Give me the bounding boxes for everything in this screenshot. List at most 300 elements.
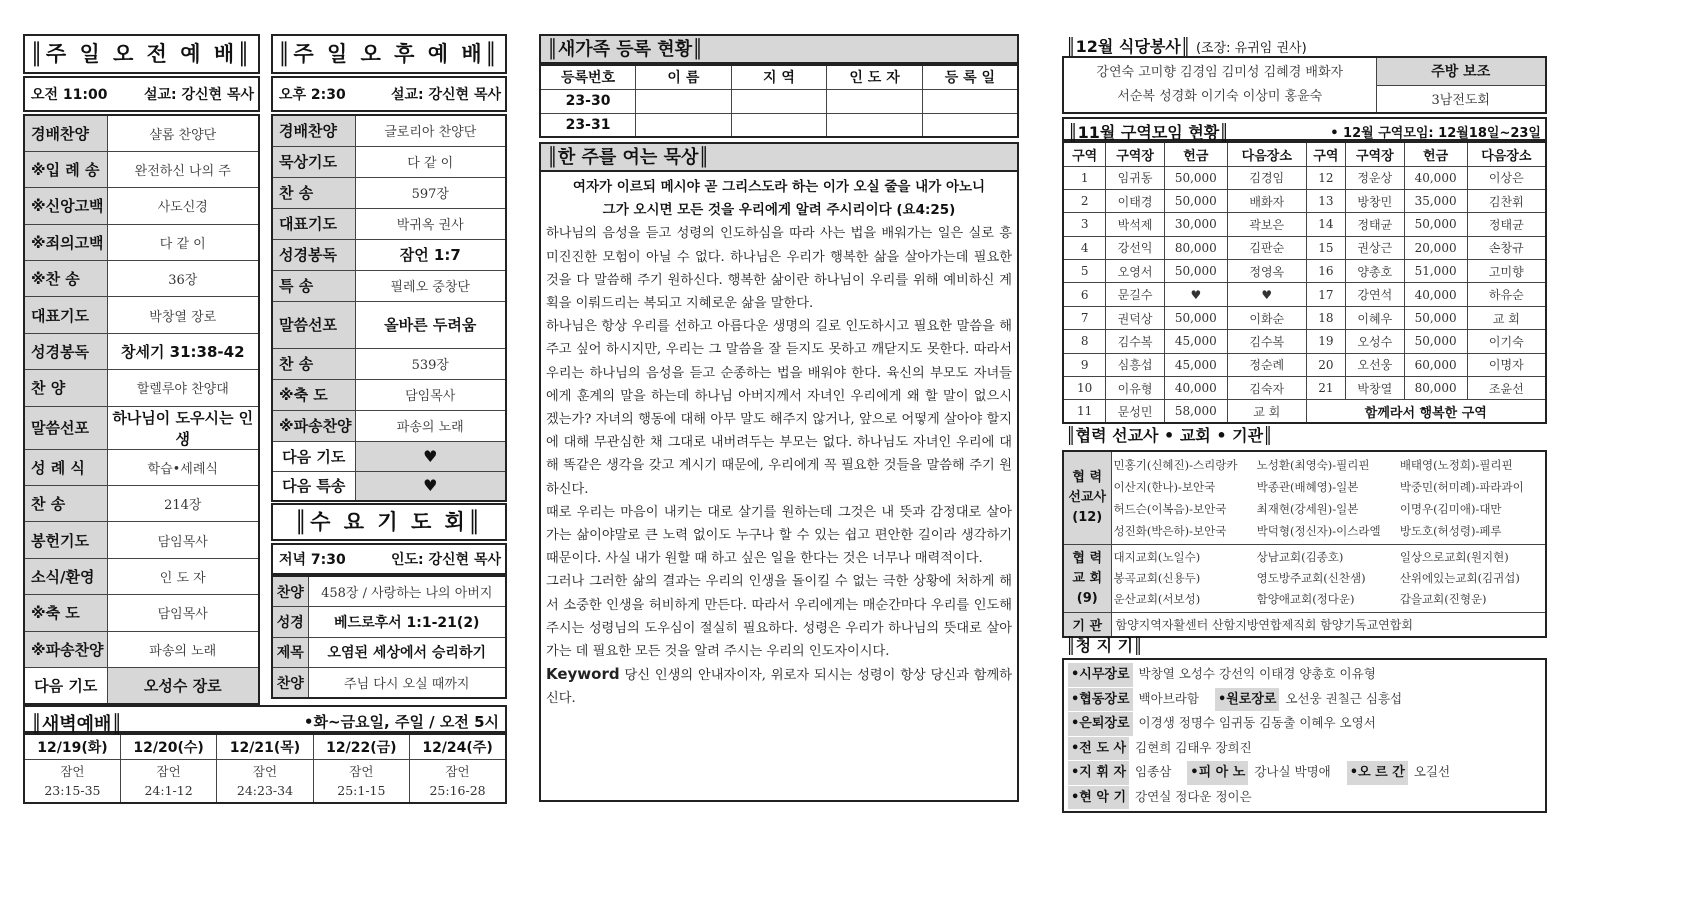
district-cell: 정태균 xyxy=(1346,213,1405,236)
steward-title: ║청 지 기║ xyxy=(1066,636,1143,655)
order-label: 다음 기도 xyxy=(272,441,355,471)
district-cell: 8 xyxy=(1063,330,1106,353)
dawn-scripture xyxy=(313,759,409,803)
district-cell: 고미향 xyxy=(1467,260,1546,283)
district-cell: 50,000 xyxy=(1404,213,1467,236)
order-value: 필레오 중창단 xyxy=(355,270,506,301)
order-value: 오성수 장로 xyxy=(107,667,259,703)
order-label: ※축 도 xyxy=(272,379,355,410)
steward-names: 백아브라함 xyxy=(1138,690,1199,706)
afternoon-order-row xyxy=(272,115,506,146)
church-entry: 상남교회(김종호) xyxy=(1256,550,1344,564)
morning-preacher: 설교: 강신현 목사 xyxy=(123,77,259,111)
steward-row xyxy=(1068,687,1541,712)
district-row xyxy=(1063,236,1546,259)
dawn-scripture-row xyxy=(24,759,506,803)
afternoon-order-row xyxy=(272,410,506,441)
district-cell: 권상근 xyxy=(1346,236,1405,259)
district-cell: 곽보은 xyxy=(1227,213,1306,236)
order-label: ※죄의고백 xyxy=(24,224,107,260)
morning-order-row xyxy=(24,333,259,369)
order-label: ※찬 송 xyxy=(24,261,107,297)
district-cell: 정태균 xyxy=(1467,213,1546,236)
newfamily-row xyxy=(540,113,1018,137)
afternoon-order-row xyxy=(272,270,506,301)
order-value: 글로리아 찬양단 xyxy=(355,115,506,146)
wed-label: 찬양 xyxy=(272,576,308,607)
district-cell: 오영서 xyxy=(1106,260,1165,283)
steward-row xyxy=(1068,760,1541,785)
missionary-row xyxy=(1114,520,1544,542)
order-value: 214장 xyxy=(107,486,259,522)
district-cell: 5 xyxy=(1063,260,1106,283)
steward-names: 김현희 김태우 장희진 xyxy=(1135,739,1252,755)
district-cell: 1 xyxy=(1063,166,1106,189)
district-row xyxy=(1063,260,1546,283)
cafeteria-line-2: 서순복 성경화 이기숙 이상미 홍윤숙 xyxy=(1117,89,1323,104)
wed-value: 주님 다시 오실 때까지 xyxy=(308,668,506,699)
steward-label: •전 도 사 xyxy=(1068,737,1129,761)
afternoon-order-row xyxy=(272,379,506,410)
church-label: 협 력 교 회 (9) xyxy=(1063,545,1111,613)
district-cell: 58,000 xyxy=(1164,400,1227,423)
order-value: 학습•세례식 xyxy=(107,449,259,485)
order-label: 찬 양 xyxy=(24,370,107,406)
district-cell: 40,000 xyxy=(1404,283,1467,306)
order-label: 대표기도 xyxy=(24,297,107,333)
district-cell: 이태경 xyxy=(1106,189,1165,212)
district-cell: 양총호 xyxy=(1346,260,1405,283)
district-header: 다음장소 xyxy=(1227,142,1306,166)
newfamily-header: 지 역 xyxy=(731,65,827,89)
order-label: 특 송 xyxy=(272,270,355,301)
order-label: ※축 도 xyxy=(24,595,107,631)
missionary-entry: 박종관(배혜영)-일본 xyxy=(1256,480,1359,494)
district-cell: 권덕상 xyxy=(1106,306,1165,329)
order-value: 36장 xyxy=(107,261,259,297)
afternoon-preacher: 설교: 강신현 목사 xyxy=(363,77,506,111)
district-cell: 심흥섭 xyxy=(1106,353,1165,376)
assist-value: 3남전도회 xyxy=(1376,85,1546,113)
order-value: 파송의 노래 xyxy=(355,410,506,441)
afternoon-title: ║주 일 오 후 예 배║ xyxy=(271,34,507,74)
order-value: 다 같 이 xyxy=(355,146,506,177)
order-value: 할렐루야 찬양대 xyxy=(107,370,259,406)
district-header: 구역 xyxy=(1063,142,1106,166)
morning-title: ║주 일 오 전 예 배║ xyxy=(23,34,260,74)
district-cell: 50,000 xyxy=(1164,260,1227,283)
church-entry: 봉곡교회(신용두) xyxy=(1113,571,1201,585)
church-row xyxy=(1114,547,1544,568)
steward-label: •시무장로 xyxy=(1068,663,1133,687)
district-cell: 3 xyxy=(1063,213,1106,236)
morning-order-row xyxy=(24,449,259,485)
church-entry: 갑을교회(진형운) xyxy=(1399,592,1487,606)
district-section xyxy=(1062,117,1547,424)
steward-label: •피 아 노 xyxy=(1187,761,1248,785)
missionary-entry: 노성환(최영숙)-필리핀 xyxy=(1256,458,1370,472)
steward-label: •지 휘 자 xyxy=(1068,761,1129,785)
afternoon-order-row xyxy=(272,177,506,208)
afternoon-time: 오후 2:30 xyxy=(272,77,363,111)
order-value: 담임목사 xyxy=(107,522,259,558)
district-cell: 14 xyxy=(1306,213,1345,236)
newfamily-section xyxy=(539,34,1019,138)
district-cell: ♥ xyxy=(1227,283,1306,306)
order-value: 597장 xyxy=(355,177,506,208)
order-label: 성 례 식 xyxy=(24,449,107,485)
newfamily-header: 등 록 일 xyxy=(922,65,1018,89)
district-cell: 50,000 xyxy=(1164,306,1227,329)
district-cell: 교 회 xyxy=(1467,306,1546,329)
district-cell: 이상은 xyxy=(1467,166,1546,189)
order-label: ※파송찬양 xyxy=(24,631,107,667)
steward-label: •현 악 기 xyxy=(1068,786,1129,810)
dawn-date: 12/24(주) xyxy=(410,734,506,759)
dawn-scripture xyxy=(24,759,120,803)
district-cell: 7 xyxy=(1063,306,1106,329)
missionary-row xyxy=(1114,498,1544,520)
church-row xyxy=(1114,568,1544,589)
dawn-scripture xyxy=(217,759,313,803)
wednesday-row xyxy=(272,637,506,668)
order-label: ※파송찬양 xyxy=(272,410,355,441)
district-cell: 임귀동 xyxy=(1106,166,1165,189)
wednesday-service xyxy=(271,503,507,699)
dawn-date: 12/19(화) xyxy=(24,734,120,759)
dawn-ref: 24:1-12 xyxy=(144,782,193,798)
order-label: 봉헌기도 xyxy=(24,522,107,558)
dawn-ref: 25:1-15 xyxy=(337,782,386,798)
newfamily-cell xyxy=(636,113,732,137)
verse-line-1: 여자가 이르되 메시야 곧 그리스도라 하는 이가 오실 줄을 내가 아노니 xyxy=(572,179,986,195)
wednesday-row xyxy=(272,576,506,607)
district-row xyxy=(1063,189,1546,212)
order-value: 사도신경 xyxy=(107,188,259,224)
mission-section xyxy=(1062,424,1547,638)
church-grid xyxy=(1114,547,1544,610)
order-value: 잠언 1:7 xyxy=(355,239,506,270)
morning-order-row xyxy=(24,406,259,449)
district-row xyxy=(1063,400,1546,423)
steward-names: 이경생 정명수 임귀동 김동출 이혜우 오영서 xyxy=(1138,715,1376,730)
missionary-entry: 이명우(김미애)-대만 xyxy=(1399,502,1502,516)
district-cell: 45,000 xyxy=(1164,330,1227,353)
org-list: 함양지역자활센터 산함지방연합제직회 함양기독교연합회 xyxy=(1111,613,1546,637)
meditation-title: ║한 주를 여는 묵상║ xyxy=(539,142,1019,172)
newfamily-row xyxy=(540,89,1018,113)
meditation-paragraph-1: 하나님의 음성을 듣고 성령의 인도하심을 따라 사는 법을 배워가는 일은 실로 흥미진진한 모험이 아닐 수 없다. 하나님은 우리가 행복한 삶을 살아가는데 필요한 것을 다 말씀해 주기 원하신다. 행복한 삶이란 하나님이 우리를 위해 예비하신 계획을 이뤄드리는 복되고 지혜로운 삶을 말한다. xyxy=(546,226,1012,312)
morning-order-row xyxy=(24,486,259,522)
church-entry: 함양애교회(정다운) xyxy=(1256,592,1355,606)
district-cell: 10 xyxy=(1063,377,1106,400)
newfamily-header: 인 도 자 xyxy=(827,65,923,89)
order-value: 539장 xyxy=(355,348,506,379)
church-entry: 운산교회(서보성) xyxy=(1113,592,1201,606)
meditation-paragraph-2: 하나님은 항상 우리를 선하고 아름다운 생명의 길로 인도하시고 필요한 말씀을 해주고 싶어 하시지만, 우리는 그 말씀을 잘 듣지도 못하고 깨닫지도 못한다. 따라서 우리는 하나님의 음성을 듣고 순종하는 법을 배워야 한다. 육신의 부모도 자녀들에게 훈계의 말을 하는데 하나님 아버지께서 자녀인 우리에게 왜 할 말이 없으시겠는가? 자녀의 행동에 대해 아무 말도 해주지 않거나, 앞으로 어떻게 살아야 할지에 대해 무관심한 채 그대로 내버려두는 부모는 없다. 하나님도 자녀인 우리에 대해 똑같은 생각을 갖고 계시기 때문에, 우리에게 꼭 필요한 것들을 말씀해 주기 원하신다. xyxy=(546,319,1012,497)
district-cell: 16 xyxy=(1306,260,1345,283)
district-cell: 40,000 xyxy=(1164,377,1227,400)
morning-order-row xyxy=(24,188,259,224)
missionary-label: 협 력 선교사 (12) xyxy=(1063,451,1111,545)
dawn-service xyxy=(23,705,507,804)
district-header: 구역장 xyxy=(1106,142,1165,166)
morning-time: 오전 11:00 xyxy=(24,77,123,111)
district-cell: 방창민 xyxy=(1346,189,1405,212)
missionary-entry: 최재현(강세원)-일본 xyxy=(1256,502,1359,516)
dawn-title: ║새벽예배║ xyxy=(31,714,123,735)
newfamily-cell: 23-30 xyxy=(540,89,636,113)
meditation-paragraph-3: 때로 우리는 마음이 내키는 대로 살기를 원하는데 그것은 내 뜻과 감정대로 살아가는 삶이야말로 큰 노력 없이도 누구나 할 수 있는 쉽고 편안한 길이라 생각하기 때문이다. 사실 내가 원할 때 하고 싶은 일을 한다는 것은 너무나 매력적이다. xyxy=(546,504,1012,567)
district-cell: 정순례 xyxy=(1227,353,1306,376)
district-header: 헌금 xyxy=(1164,142,1227,166)
dawn-date: 12/22(금) xyxy=(313,734,409,759)
missionary-entry: 허드슨(이복음)-보안국 xyxy=(1113,502,1227,516)
wednesday-leader: 인도: 강신현 목사 xyxy=(363,544,506,574)
wednesday-title: ║수 요 기 도 회║ xyxy=(271,503,507,541)
wednesday-row xyxy=(272,668,506,699)
district-cell: 문성민 xyxy=(1106,400,1165,423)
district-cell: 80,000 xyxy=(1404,377,1467,400)
missionary-entry: 박중민(허미례)-파라과이 xyxy=(1399,480,1524,494)
cafeteria-line-1: 강연숙 고미향 김경임 김미성 김혜경 배화자 xyxy=(1096,65,1344,80)
order-value: 담임목사 xyxy=(355,379,506,410)
dawn-book: 잠언 xyxy=(445,763,470,779)
wed-value: 베드로후서 1:1-21(2) xyxy=(308,607,506,638)
steward-names: 강연실 정다운 정이은 xyxy=(1135,788,1252,804)
verse-line-2: 그가 오시면 모든 것을 우리에게 알려 주시리이다 (요4:25) xyxy=(602,202,956,219)
meditation-section xyxy=(539,142,1019,802)
district-table xyxy=(1062,141,1547,424)
morning-order-row xyxy=(24,115,259,151)
steward-names: 박창열 오성수 강선익 이태경 양총호 이유형 xyxy=(1138,666,1376,681)
order-value: 완전하신 나의 주 xyxy=(107,151,259,187)
dawn-date: 12/20(수) xyxy=(120,734,216,759)
district-cell: 21 xyxy=(1306,377,1345,400)
morning-order-row xyxy=(24,297,259,333)
wed-value: 오염된 세상에서 승리하기 xyxy=(308,637,506,668)
district-cell: 이화순 xyxy=(1227,306,1306,329)
steward-list xyxy=(1062,658,1547,813)
wed-label: 제목 xyxy=(272,637,308,668)
district-cell: 20,000 xyxy=(1404,236,1467,259)
afternoon-order-row xyxy=(272,239,506,270)
dawn-schedule: •화~금요일, 주일 / 오전 5시 xyxy=(303,713,499,731)
district-cell: 김수복 xyxy=(1227,330,1306,353)
missionary-grid xyxy=(1114,454,1544,542)
steward-row xyxy=(1068,736,1541,761)
missionary-entry: 방도호(허성령)-페루 xyxy=(1399,524,1502,538)
district-cell: 11 xyxy=(1063,400,1106,423)
newfamily-cell xyxy=(827,113,923,137)
order-value: 다 같 이 xyxy=(107,224,259,260)
district-cell: 이명자 xyxy=(1467,353,1546,376)
wed-label: 찬양 xyxy=(272,668,308,699)
district-cell: 4 xyxy=(1063,236,1106,259)
afternoon-order-row xyxy=(272,208,506,239)
district-cell: 이유형 xyxy=(1106,377,1165,400)
church-entry: 대지교회(노일수) xyxy=(1113,550,1201,564)
district-header: 구역장 xyxy=(1346,142,1405,166)
newfamily-cell xyxy=(922,89,1018,113)
cafeteria-title: ║12월 식당봉사║ xyxy=(1066,37,1191,56)
order-label: 찬 송 xyxy=(24,486,107,522)
wednesday-row xyxy=(272,607,506,638)
order-label: 다음 특송 xyxy=(272,471,355,501)
district-cell: 오성수 xyxy=(1346,330,1405,353)
dawn-date: 12/21(목) xyxy=(217,734,313,759)
district-cell: 60,000 xyxy=(1404,353,1467,376)
order-value: 올바른 두려움 xyxy=(355,301,506,348)
order-value: 담임목사 xyxy=(107,595,259,631)
district-cell: 김숙자 xyxy=(1227,377,1306,400)
district-row xyxy=(1063,330,1546,353)
district-header-row xyxy=(1063,142,1546,166)
district-cell: 40,000 xyxy=(1404,166,1467,189)
morning-service xyxy=(23,34,260,705)
district-cell: 50,000 xyxy=(1404,330,1467,353)
order-label: 성경봉독 xyxy=(24,333,107,369)
missionary-entry: 민홍기(신혜진)-스리랑카 xyxy=(1113,458,1238,472)
dawn-book: 잠언 xyxy=(156,763,181,779)
dawn-book: 잠언 xyxy=(60,763,85,779)
newfamily-cell xyxy=(731,89,827,113)
district-cell: 35,000 xyxy=(1404,189,1467,212)
order-value: 박귀옥 권사 xyxy=(355,208,506,239)
dawn-ref: 23:15-35 xyxy=(44,782,101,798)
mission-title: ║협력 선교사 • 교회 • 기관║ xyxy=(1066,426,1273,445)
district-cell: 80,000 xyxy=(1164,236,1227,259)
afternoon-order-table xyxy=(271,114,507,502)
afternoon-order-row xyxy=(272,441,506,471)
order-label: 찬 송 xyxy=(272,177,355,208)
order-value: 창세기 31:38-42 xyxy=(107,333,259,369)
district-cell: 6 xyxy=(1063,283,1106,306)
district-note: • 12월 구역모임: 12월18일~23일 xyxy=(1330,126,1541,141)
district-cell: 김수복 xyxy=(1106,330,1165,353)
org-label: 기 관 xyxy=(1063,613,1111,637)
missionary-entry: 박덕형(정신자)-이스라엘 xyxy=(1256,524,1381,538)
steward-label: •오 르 간 xyxy=(1347,761,1408,785)
afternoon-order-row xyxy=(272,348,506,379)
morning-order-table xyxy=(23,114,260,705)
district-cell: 배화자 xyxy=(1227,189,1306,212)
meditation-paragraph-4: 그러나 그러한 삶의 결과는 우리의 인생을 돌이킬 수 없는 극한 상황에 처하게 해서 소중한 인생을 허비하게 만든다. 따라서 우리에게는 매순간마다 우리를 인도해 주시는 성령님의 도우심이 절실히 필요하다. 성령은 우리가 하나님의 뜻대로 살아가는 데 필요한 모든 것을 알려 주시는 우리의 인도자이시다. xyxy=(546,574,1012,660)
morning-order-row xyxy=(24,261,259,297)
newfamily-cell xyxy=(827,89,923,113)
order-label: 대표기도 xyxy=(272,208,355,239)
steward-names: 오길선 xyxy=(1413,764,1451,779)
steward-names: 강나실 박명애 xyxy=(1254,764,1331,779)
district-header: 헌금 xyxy=(1404,142,1467,166)
district-cell: 손창규 xyxy=(1467,236,1546,259)
newfamily-table xyxy=(539,64,1019,138)
missionary-row xyxy=(1114,454,1544,476)
district-cell: 50,000 xyxy=(1404,306,1467,329)
church-entry: 영도방주교회(신찬샘) xyxy=(1256,571,1366,585)
afternoon-service xyxy=(271,34,507,502)
morning-order-row xyxy=(24,595,259,631)
steward-names: 오선웅 권칠근 심흥섭 xyxy=(1285,690,1403,706)
afternoon-order-row xyxy=(272,471,506,501)
dawn-book: 잠언 xyxy=(349,763,374,779)
afternoon-order-row xyxy=(272,146,506,177)
dawn-table xyxy=(23,733,507,804)
order-label: ※신앙고백 xyxy=(24,188,107,224)
order-label: 말씀선포 xyxy=(24,406,107,449)
district-cell: 김판순 xyxy=(1227,236,1306,259)
district-row xyxy=(1063,283,1546,306)
district-cell: 박석제 xyxy=(1106,213,1165,236)
newfamily-cell: 23-31 xyxy=(540,113,636,137)
district-row xyxy=(1063,377,1546,400)
cafeteria-section xyxy=(1062,34,1547,114)
morning-order-row xyxy=(24,151,259,187)
steward-names: 임종삼 xyxy=(1135,764,1172,779)
district-row xyxy=(1063,306,1546,329)
district-cell: 18 xyxy=(1306,306,1345,329)
district-cell: 하유순 xyxy=(1467,283,1546,306)
district-cell: 강선익 xyxy=(1106,236,1165,259)
dawn-book: 잠언 xyxy=(252,763,278,779)
district-cell: 이기숙 xyxy=(1467,330,1546,353)
steward-section xyxy=(1062,634,1547,813)
district-cell: 오선웅 xyxy=(1346,353,1405,376)
newfamily-cell xyxy=(636,89,732,113)
steward-row xyxy=(1068,662,1541,687)
morning-order-row xyxy=(24,224,259,260)
order-label: 찬 송 xyxy=(272,348,355,379)
dawn-ref: 24:23-34 xyxy=(236,782,294,798)
district-cell: 9 xyxy=(1063,353,1106,376)
district-cell: 조윤선 xyxy=(1467,377,1546,400)
order-label: 묵상기도 xyxy=(272,146,355,177)
district-cell: 강연석 xyxy=(1346,283,1405,306)
district-cell: 15 xyxy=(1306,236,1345,259)
order-label: 다음 기도 xyxy=(24,667,107,703)
district-row xyxy=(1063,166,1546,189)
steward-label: •원로장로 xyxy=(1215,688,1280,712)
order-value: 샬롬 찬양단 xyxy=(107,115,259,151)
district-cell: 정영옥 xyxy=(1227,260,1306,283)
order-value: 하나님이 도우시는 인생 xyxy=(107,406,259,449)
dawn-date-row xyxy=(24,734,506,759)
wed-value: 458장 / 사랑하는 나의 아버지 xyxy=(308,576,506,607)
district-cell: 51,000 xyxy=(1404,260,1467,283)
district-cell: 김경임 xyxy=(1227,166,1306,189)
district-cell: 30,000 xyxy=(1164,213,1227,236)
cafeteria-leader: (조장: 유귀임 권사) xyxy=(1195,41,1307,56)
wednesday-table xyxy=(271,575,507,699)
newfamily-title: ║새가족 등록 현황║ xyxy=(539,34,1019,64)
district-cell: 17 xyxy=(1306,283,1345,306)
steward-label: •은퇴장로 xyxy=(1068,712,1133,736)
church-entry: 산위에있는교회(김귀섭) xyxy=(1399,571,1520,585)
missionary-entry: 성진화(박은하)-보안국 xyxy=(1113,524,1227,538)
morning-order-row xyxy=(24,558,259,594)
missionary-entry: 이산지(한나)-보안국 xyxy=(1113,480,1216,494)
order-value: ♥ xyxy=(355,471,506,501)
order-value: 박창열 장로 xyxy=(107,297,259,333)
district-cell: 2 xyxy=(1063,189,1106,212)
dawn-scripture xyxy=(120,759,216,803)
morning-order-row xyxy=(24,667,259,703)
order-label: ※입 례 송 xyxy=(24,151,107,187)
district-cell: ♥ xyxy=(1164,283,1227,306)
wed-label: 성경 xyxy=(272,607,308,638)
newfamily-header: 이 름 xyxy=(636,65,732,89)
district-header: 구역 xyxy=(1306,142,1345,166)
